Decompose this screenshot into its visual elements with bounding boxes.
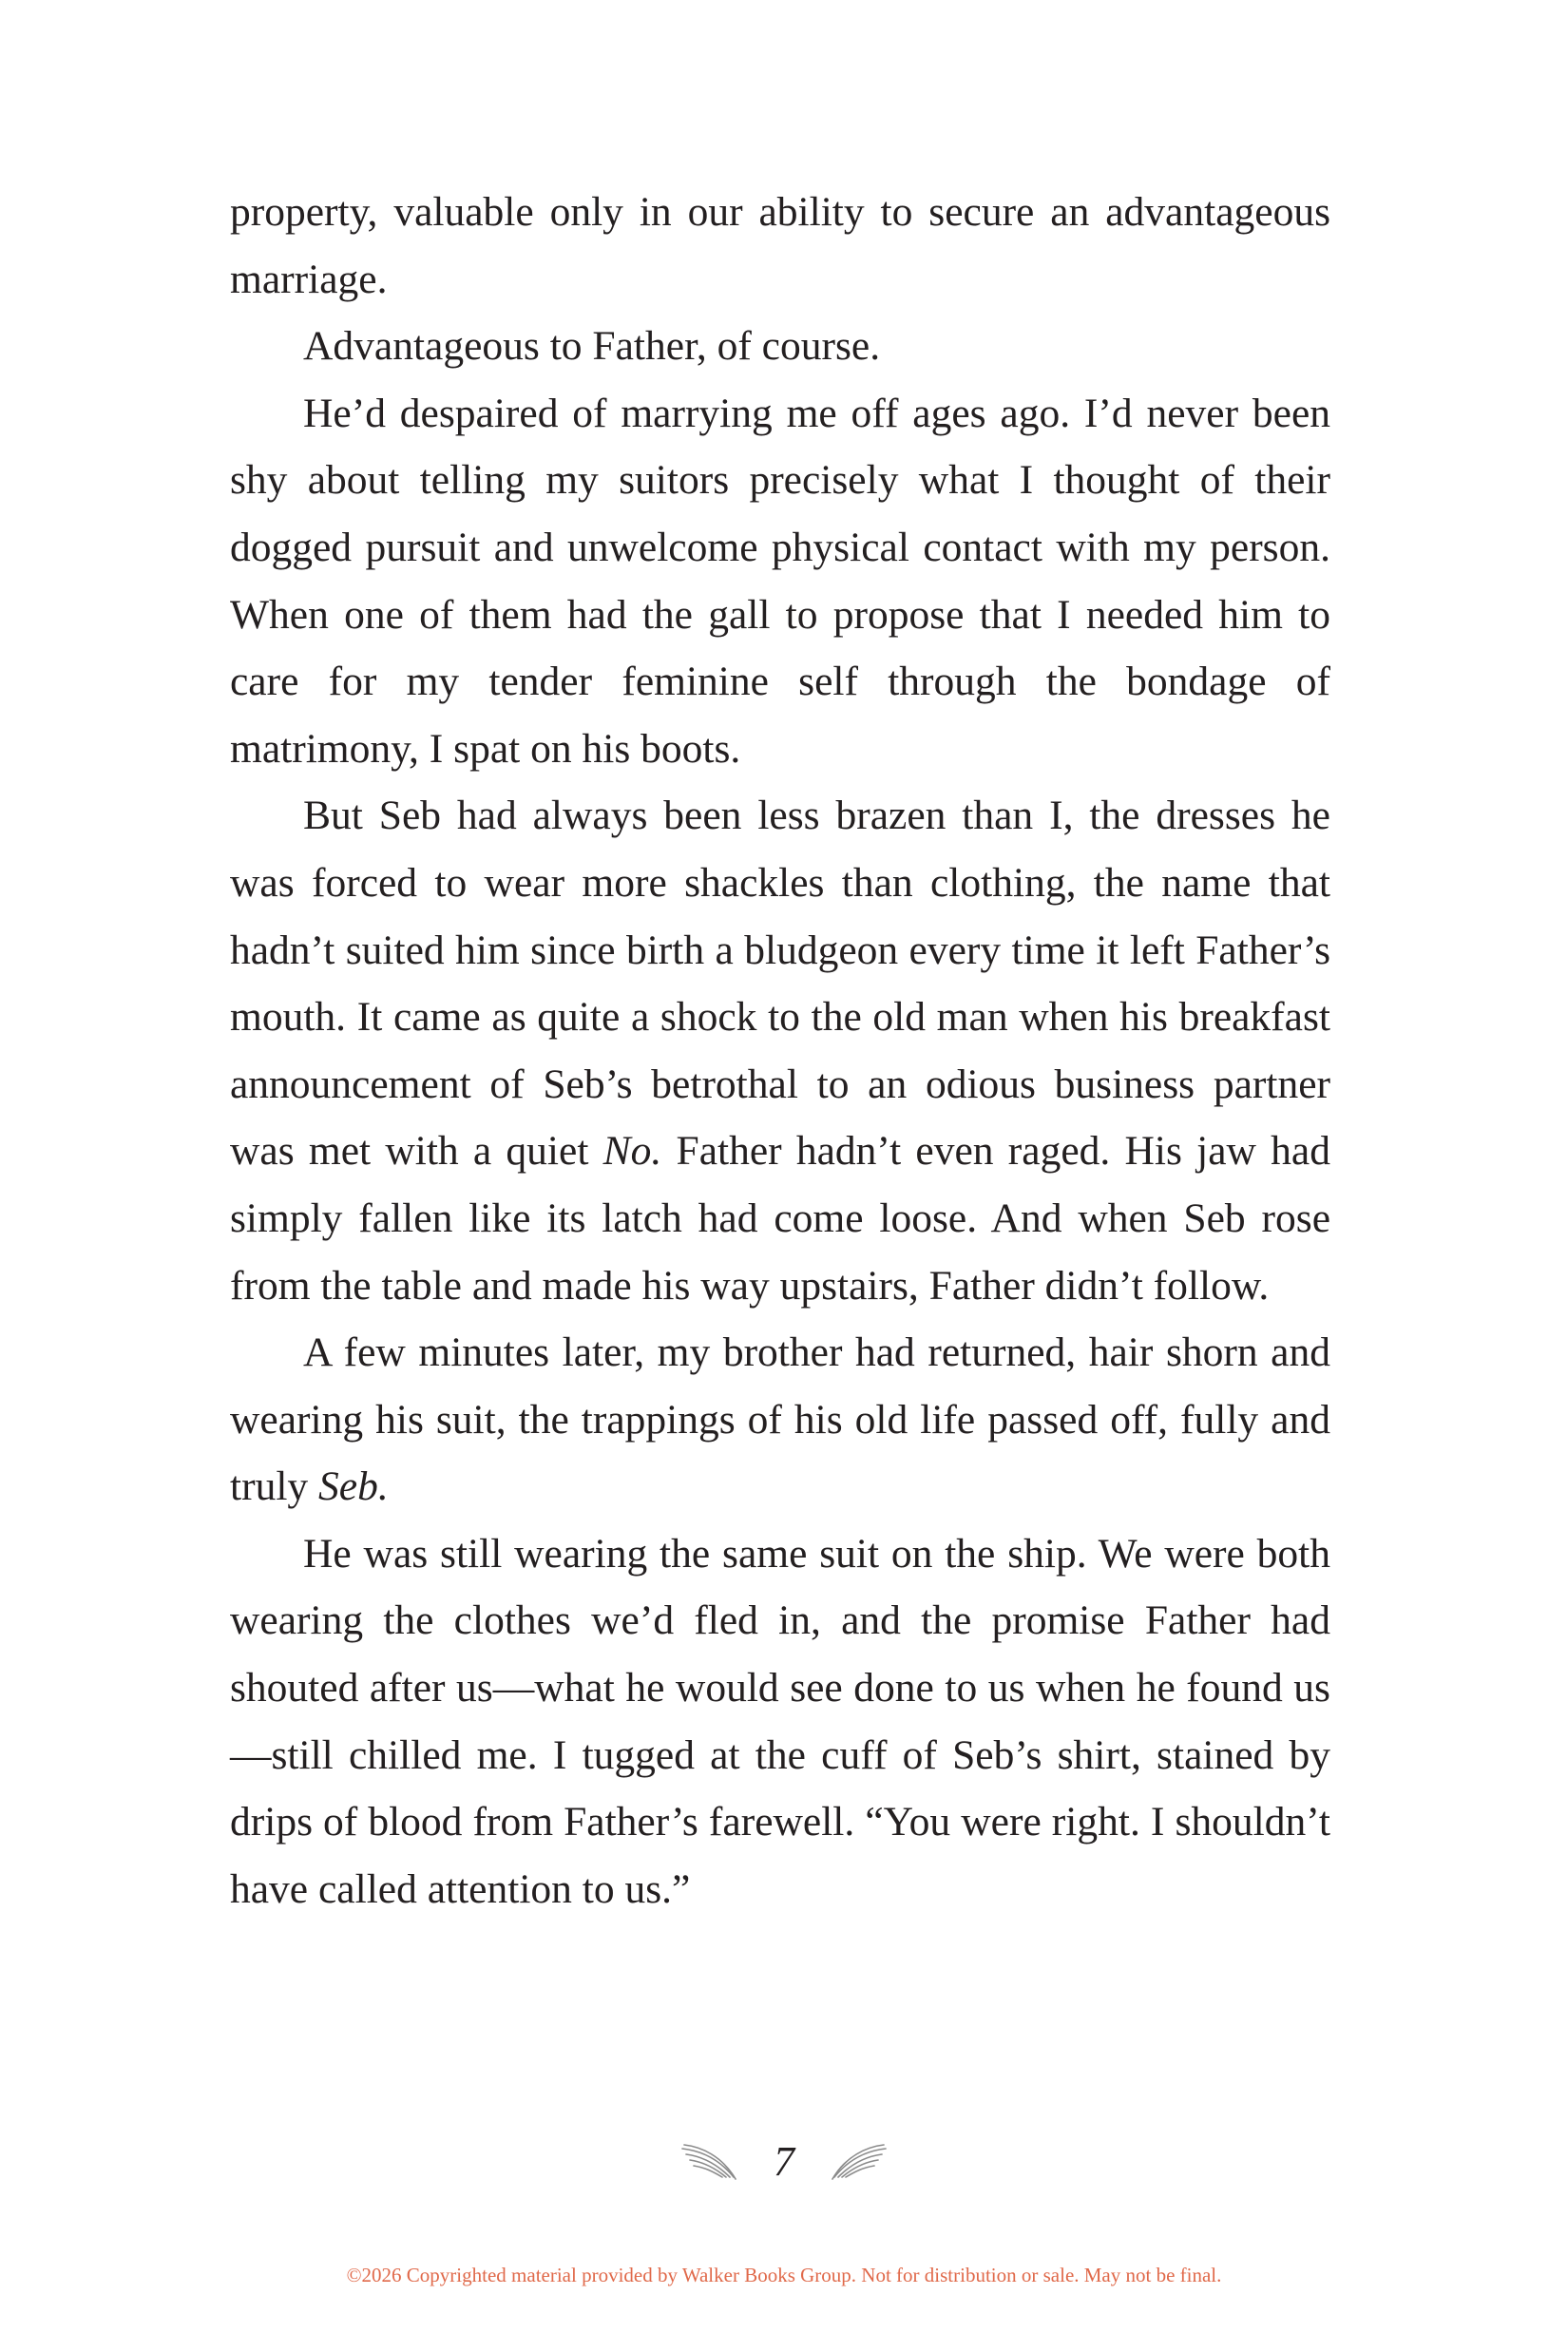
- paragraph-1-text: property, valuable only in our ability to secure an advantageous marriage.: [230, 189, 1330, 302]
- paragraph-3-text: He’d despaired of marrying me off ages ago. I’d never been shy about telling my suitors precisely what I thought of their dogged pursuit and unwelcome physical contact with my person. When one of them had the gall to propose that I needed him to care for my tender feminine self through the bondage of matrimony, I spat on his boots.: [230, 390, 1330, 772]
- paragraph-4-text-a: But Seb had always been less brazen than I, the dresses he was forced to wear more shackles than clothing, the name that hadn’t suited him since birth a bludgeon every time it left Father’s mouth. It came as quite a shock to the old man when his breakfast announcement of Seb’s betrothal to an odious business partner was met with a quiet: [230, 793, 1330, 1175]
- paragraph-5: [230, 1319, 1330, 1520]
- paragraph-4-text-b: Father hadn’t even raged. His jaw had simply fallen like its latch had come loose. And when Seb rose from the table and made his way upstairs, Father didn’t follow.: [230, 1128, 1330, 1309]
- paragraph-4-italic: No.: [602, 1128, 662, 1175]
- paragraph-1: [230, 179, 1330, 313]
- feather-flourish-right-icon: [831, 2141, 888, 2183]
- paragraph-6-text: He was still wearing the same suit on the ship. We were both wearing the clothes we’d fled in, and the promise Father had shouted after us—what he would see done to us when he found us—still chilled me. I tugged at the cuff of Seb’s shirt, stained by drips of blood from Father’s farewell. “You were right. I shouldn’t have called attention to us.”: [230, 1530, 1330, 1912]
- copyright-notice: ©2026 Copyrighted material provided by Walker Books Group. Not for distribution or sale. May not be final.: [346, 2264, 1222, 2286]
- page-footer-folio: [0, 2124, 1568, 2200]
- paragraph-2-text: Advantageous to Father, of course.: [303, 323, 881, 370]
- paragraph-2: [230, 313, 1330, 380]
- paragraph-6: [230, 1520, 1330, 1923]
- body-text: [230, 179, 1330, 1922]
- paragraph-4: [230, 782, 1330, 1319]
- paragraph-5-text: A few minutes later, my brother had returned, hair shorn and wearing his suit, the trappings of his old life passed off, fully and truly: [230, 1329, 1330, 1510]
- paragraph-3: [230, 380, 1330, 783]
- page-number: 7: [774, 2138, 794, 2185]
- feather-flourish-left-icon: [680, 2141, 737, 2183]
- paragraph-5-italic: Seb.: [318, 1463, 389, 1510]
